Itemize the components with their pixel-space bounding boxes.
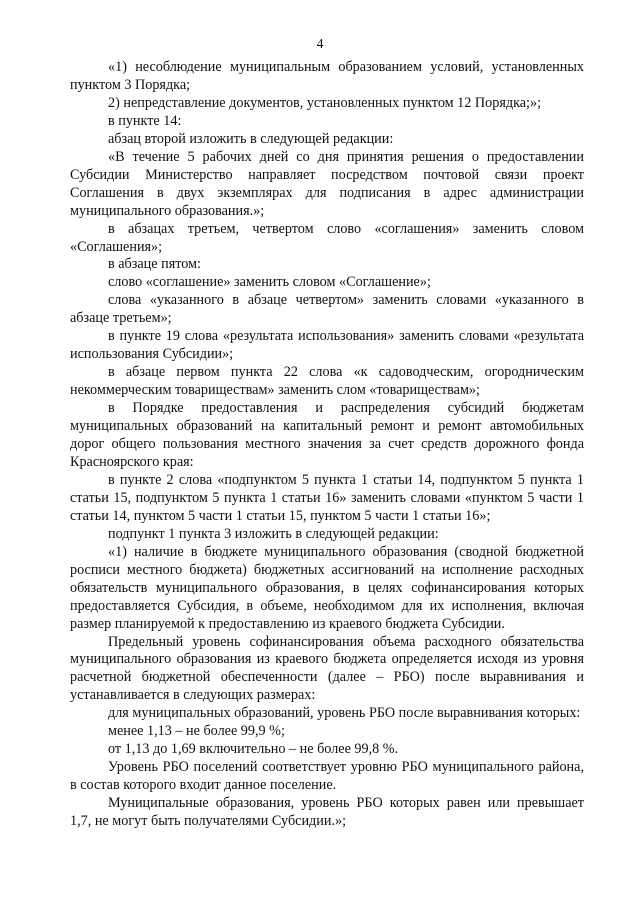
paragraph: в пункте 19 слова «результата использования» заменить словами «результата использования Субсидии»; bbox=[70, 328, 584, 363]
paragraph: слово «соглашение» заменить словом «Соглашение»; bbox=[108, 274, 431, 291]
paragraph: от 1,13 до 1,69 включительно – не более 99,8 %. bbox=[108, 741, 399, 758]
paragraph: в абзаце пятом: bbox=[108, 256, 201, 273]
paragraph: в Порядке предоставления и распределения субсидий бюджетам муниципальных образований на капитальный ремонт и ремонт автомобильных дорог общего пользования местного значения за счет средств дорожного фонда Красноярского края: bbox=[70, 400, 584, 470]
document-body bbox=[70, 59, 584, 831]
paragraph: подпункт 1 пункта 3 изложить в следующей редакции: bbox=[108, 525, 439, 542]
paragraph: в абзаце первом пункта 22 слова «к садоводческим, огородническим некоммерческим товариществам» заменить слом «товариществам»; bbox=[70, 364, 584, 399]
paragraph: Муниципальные образования, уровень РБО которых равен или превышает 1,7, не могут быть получателями Субсидии.»; bbox=[70, 795, 584, 830]
paragraph: 2) непредставление документов, установленных пунктом 12 Порядка;»; bbox=[108, 94, 542, 111]
paragraph: Предельный уровень софинансирования объема расходного обязательства муниципального образования из краевого бюджета определяется исходя из уровня расчетной бюджетной обеспеченности (далее – РБО) после выравнивания и устанавливается в следующих размерах: bbox=[70, 633, 584, 704]
paragraph: в пункте 14: bbox=[108, 112, 182, 129]
paragraph: для муниципальных образований, уровень РБО после выравнивания которых: bbox=[108, 705, 581, 722]
paragraph: «В течение 5 рабочих дней со дня принятия решения о предоставлении Субсидии Министерство направляет посредством почтовой связи проект Соглашения в двух экземплярах для подписания в адрес администрации муниципального образования.»; bbox=[70, 148, 584, 219]
paragraph: Уровень РБО поселений соответствует уровню РБО муниципального района, в состав которого входит данное поселение. bbox=[70, 759, 584, 794]
page-number: 4 bbox=[316, 37, 324, 52]
paragraph: «1) наличие в бюджете муниципального образования (сводной бюджетной росписи местного бюджета) бюджетных ассигнований на исполнение расходных обязательств муниципального образования, в целях софинансирования которых предоставляется Субсидия, в объеме, необходимом для их исполнения, включая размер планируемой к предоставлению из краевого бюджета Субсидии. bbox=[70, 543, 584, 632]
paragraph: слова «указанного в абзаце четвертом» заменить словами «указанного в абзаце третьем»; bbox=[70, 292, 584, 327]
paragraph: абзац второй изложить в следующей редакции: bbox=[108, 130, 394, 147]
paragraph: в пункте 2 слова «подпунктом 5 пункта 1 статьи 14, подпунктом 5 пункта 1 статьи 15, подпунктом 5 пункта 1 статьи 16» заменить словами «пунктом 5 части 1 статьи 14, пунктом 5 части 1 статьи 15, пунктом 5 части 1 статьи 16»; bbox=[70, 471, 584, 524]
paragraph: менее 1,13 – не более 99,9 %; bbox=[108, 723, 285, 740]
paragraph: в абзацах третьем, четвертом слово «соглашения» заменить словом «Соглашения»; bbox=[70, 220, 584, 255]
paragraph: «1) несоблюдение муниципальным образованием условий, установленных пунктом 3 Порядка; bbox=[70, 59, 584, 93]
